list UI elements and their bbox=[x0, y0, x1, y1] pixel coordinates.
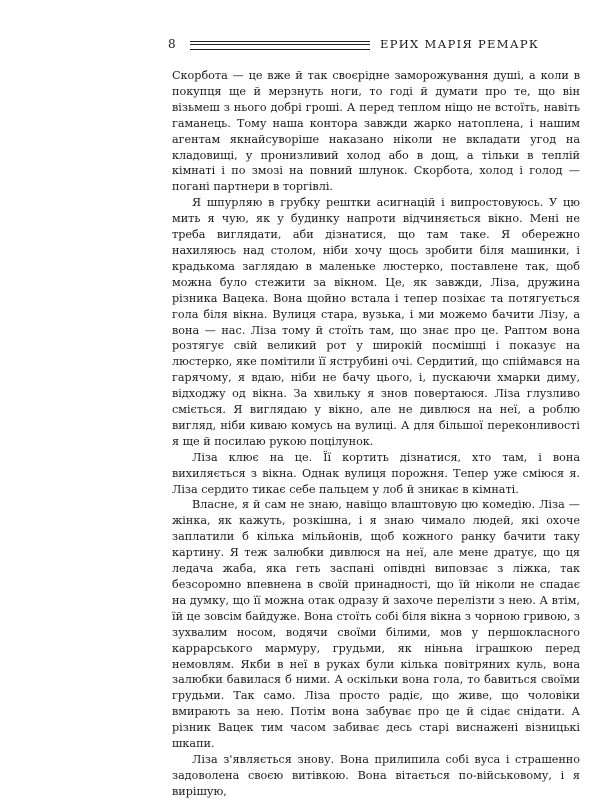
paragraph: Ліза з'являється знову. Вона прилипила собі вуса і страшенно задоволена своєю витівкою. Вона вітається по-військовому, і я вирішую, bbox=[172, 752, 580, 798]
paragraph: Я шпурляю в грубку рештки асигнацій і випростовуюсь. У цю мить я чую, як у будинку напроти відчиняється вікно. Мені не треба виглядати, аби дізнатися, що там таке. Я обережно нахиляюсь над столом, ніби хочу щось зробити біля машинки, і крадькома заглядаю в маленьке люстерко, поставлене так, щоб можна було стежити за вікном. Це, як завжди, Ліза, дружина різника Вацека. Вона щойно встала і тепер позіхає та потягується гола біля вікна. Вулиця стара, вузька, і ми можемо бачити Лізу, а вона — нас. Ліза тому й стоїть там, що знає про це. Раптом вона розтягує свій великий рот у широкій посмішці і показує на люстерко, яке помітили її яструбині очі. Сердитий, що спіймався на гарячому, я вдаю, ніби не бачу цього, і, пускаючи хмарки диму, відходжу од вікна. За хвильку я знов повертаюся. Ліза глузливо сміється. Я виглядаю у вікно, але не дивлюся на неї, а роблю вигляд, ніби киваю комусь на вулиці. А для більшої переконливості я ще й посилаю рукою поцілунок. bbox=[172, 196, 580, 448]
decorative-rule bbox=[190, 41, 370, 50]
running-title: ЕРИХ МАРІЯ РЕМАРК bbox=[380, 37, 540, 51]
paragraph: Ліза клює на це. Її кортить дізнатися, хто там, і вона вихиляється з вікна. Однак вулиця порожня. Тепер уже сміюся я. Ліза сердито тикає себе пальцем у лоб й зникає в кімнаті. bbox=[172, 450, 580, 496]
paragraph: Власне, я й сам не знаю, навіщо влаштовую цю комедію. Ліза — жінка, як кажуть, розкішна, і я знаю чимало людей, які охоче заплатили б кілька мільйонів, щоб кожного ранку бачити таку картину. Я теж залюбки дивлюся на неї, але мене дратує, що ця ледача жаба, яка геть заспані опівдні виповзає з ліжка, так безсоромно впевнена в своїй принадності, що їй ніколи не спадає на думку, що її можна отак одразу й захоче перелізти з нею. А втім, їй це зовсім байдуже. Вона стоїть собі біля вікна з чорною гривою, з зухвалим носом, водячи своїми білими, мов у першокласного каррарського мармуру, грудьми, як ніньна іграшкою перед немовлям. Якби в неї в руках були кілька повітряних куль, вона залюбки бавилася б ними. А оскільки вона гола, то бавиться своїми грудьми. Так само. Ліза просто радіє, що живе, що чоловіки вмирають за нею. Потім вона забуває про це й сідає снідати. А різник Вацек тим часом забиває десь старі виснажені візницькі шкапи. bbox=[172, 498, 580, 751]
page-number: 8 bbox=[168, 37, 176, 51]
page-header bbox=[168, 36, 578, 52]
paragraph: Скорбота — це вже й так своєрідне заморожування душі, а коли в покупця ще й мерзнуть ноги, то годі й думати про те, що він візьмеш з нього добрі гроші. А перед теплом ніщо не встоїть, навіть гаманець. Тому наша контора завжди жарко натоплена, і нашим агентам якнайсуворіше наказано ніколи не вкладати угод на кладовищі, у пронизливий холод або в дощ, а тільки в теплій кімнаті і по змозі на повний шлунок. Скорбота, холод і голод — погані партнери в торгівлі. bbox=[172, 69, 580, 194]
body-text bbox=[172, 68, 580, 800]
